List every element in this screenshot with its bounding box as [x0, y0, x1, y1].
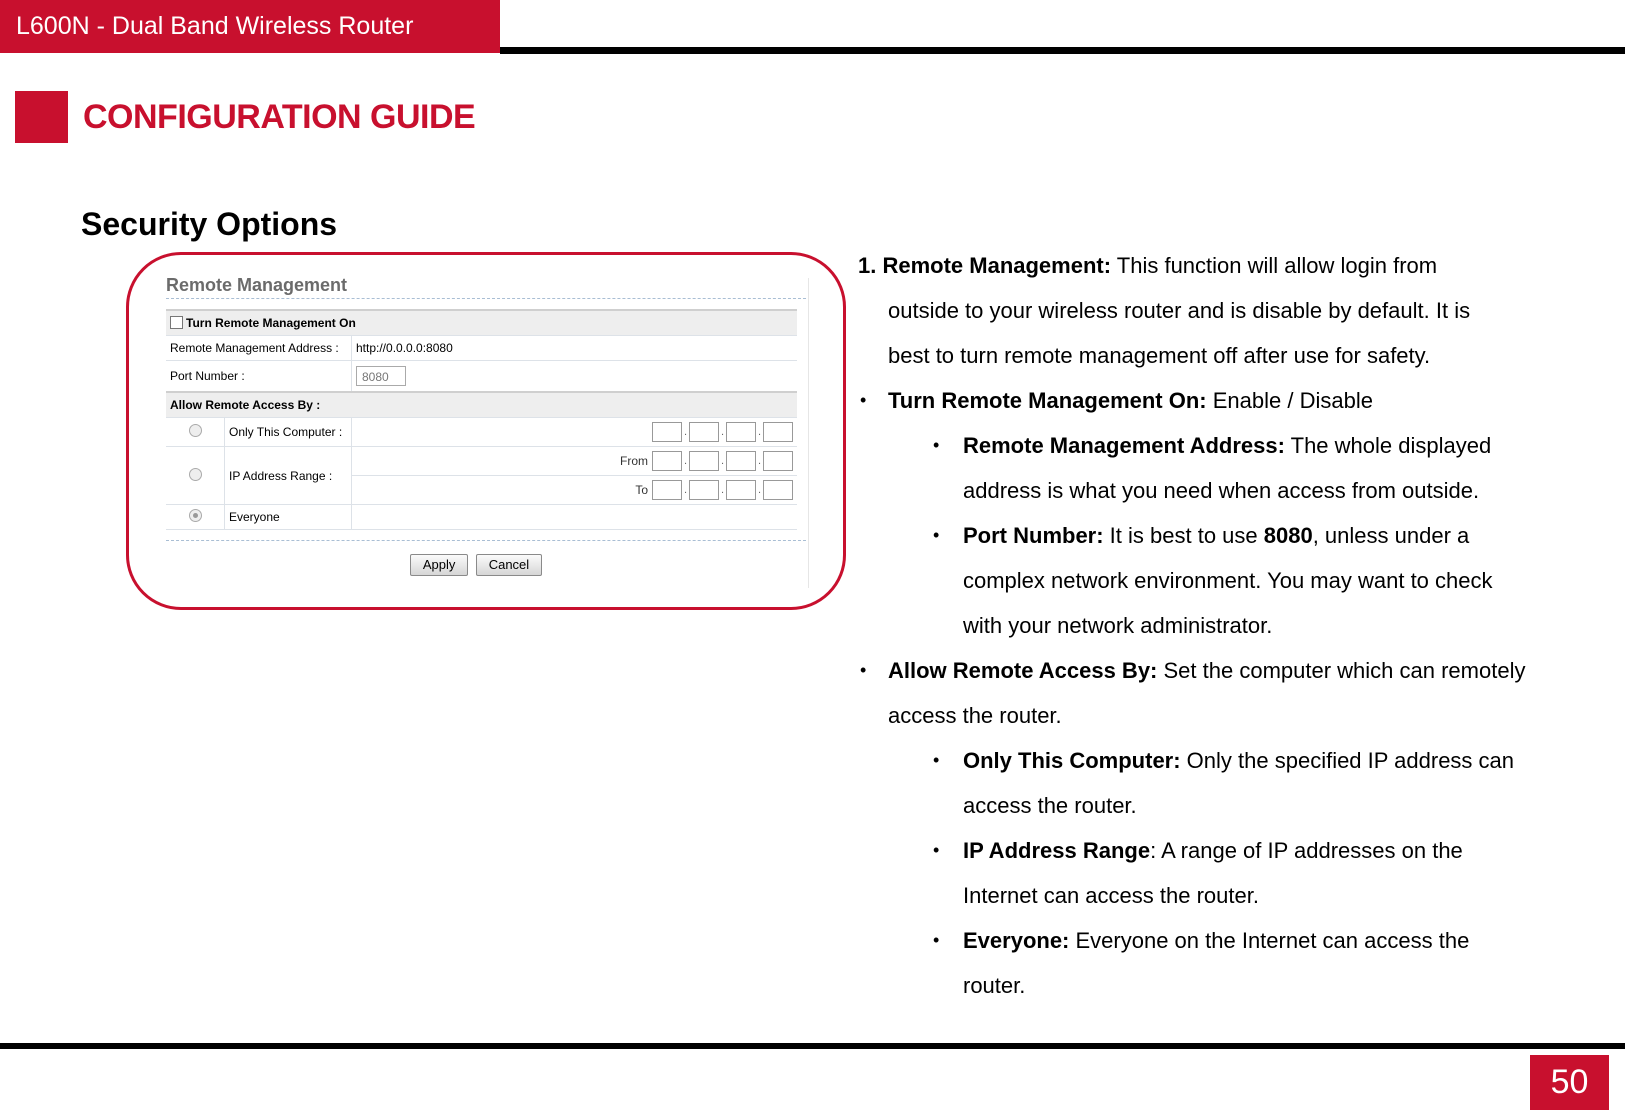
text-line: outside to your wireless router and is disable by default. It is — [888, 298, 1471, 323]
item-heading: Only This Computer: — [963, 748, 1181, 773]
ip-octet-input[interactable] — [689, 480, 719, 500]
item-text: It is best to use — [1103, 523, 1264, 548]
only-this-label: Only This Computer : — [225, 418, 352, 447]
ip-range-radio[interactable] — [189, 468, 202, 481]
table-row — [166, 336, 797, 361]
list-item: • Port Number: It is best to use 8080, unless under a — [933, 523, 1470, 548]
ip-range-label: IP Address Range : — [225, 447, 352, 505]
dotted-divider — [166, 540, 806, 541]
page-number: 50 — [1530, 1055, 1609, 1110]
only-this-radio[interactable] — [189, 424, 202, 437]
list-item: • Only This Computer: Only the specified IP address can — [933, 748, 1515, 773]
text-line: best to turn remote management off after use for safety. — [888, 343, 1431, 368]
table-row — [166, 418, 797, 447]
item-heading: Allow Remote Access By: — [888, 658, 1158, 683]
ip-octet-input[interactable] — [726, 480, 756, 500]
item-text: , unless under a — [1312, 523, 1470, 548]
port-label: Port Number : — [166, 361, 352, 393]
section-title: Security Options — [81, 206, 338, 242]
item-text: The whole displayed — [1284, 433, 1492, 458]
remote-management-heading: 1. Remote Management: — [858, 253, 1112, 278]
screenshot-edge — [808, 278, 809, 588]
address-value: http://0.0.0.0:8080 — [352, 336, 798, 361]
text-line: complex network environment. You may want to check — [963, 568, 1493, 593]
to-ip-fields: To . . . — [352, 476, 798, 505]
ip-octet-input[interactable] — [652, 480, 682, 500]
item-text: Only the specified IP address can — [1180, 748, 1515, 773]
list-item: • Turn Remote Management On: Enable / Disable — [860, 388, 1373, 413]
text-line: router. — [963, 973, 1026, 998]
item-heading: IP Address Range — [963, 838, 1151, 863]
text-line: This function will allow login from — [1111, 253, 1438, 278]
from-ip-fields: From . . . — [352, 447, 798, 476]
ip-octet-input[interactable] — [652, 451, 682, 471]
turn-on-label: Turn Remote Management On — [186, 316, 356, 330]
item-text: Enable / Disable — [1206, 388, 1373, 413]
apply-button[interactable]: Apply — [410, 554, 469, 576]
list-item: • Everyone: Everyone on the Internet can access the — [933, 928, 1470, 953]
description-column — [860, 243, 1560, 1008]
ip-octet-input[interactable] — [763, 422, 793, 442]
allow-label: Allow Remote Access By : — [166, 392, 797, 418]
table-row — [166, 361, 797, 393]
dotted-divider — [166, 298, 806, 299]
table-row — [166, 505, 797, 530]
list-item: • Allow Remote Access By: Set the computer which can remotely — [860, 658, 1526, 683]
item-heading: Everyone: — [963, 928, 1070, 953]
footer-rule — [0, 1043, 1625, 1049]
item-heading: Port Number: — [963, 523, 1104, 548]
everyone-radio[interactable] — [189, 509, 202, 522]
text-line: address is what you need when access from outside. — [963, 478, 1480, 503]
button-row — [166, 554, 806, 576]
from-label: From — [620, 454, 648, 468]
text-line: access the router. — [888, 703, 1062, 728]
ip-octet-input[interactable] — [763, 480, 793, 500]
list-item: • Remote Management Address: The whole displayed — [933, 433, 1492, 458]
text-line: with your network administrator. — [963, 613, 1273, 638]
turn-on-checkbox[interactable] — [170, 316, 183, 329]
port-input[interactable]: 8080 — [356, 366, 406, 386]
table-row — [166, 392, 797, 418]
remote-management-panel — [166, 272, 806, 576]
panel-title: Remote Management — [166, 275, 348, 295]
list-item: • IP Address Range: A range of IP addresses on the — [933, 838, 1463, 863]
table-row — [166, 310, 797, 336]
text-line: access the router. — [963, 793, 1137, 818]
everyone-label: Everyone — [225, 505, 352, 530]
table-row — [166, 447, 797, 476]
text-line: Internet can access the router. — [963, 883, 1259, 908]
cancel-button[interactable]: Cancel — [476, 554, 542, 576]
ip-octet-input[interactable] — [726, 451, 756, 471]
item-heading: Remote Management Address: — [963, 433, 1285, 458]
remote-management-paragraph — [858, 243, 1560, 288]
guide-marker — [15, 91, 68, 143]
item-text: : A range of IP addresses on the — [1150, 838, 1463, 863]
guide-title: CONFIGURATION GUIDE — [83, 98, 476, 136]
ip-octet-input[interactable] — [652, 422, 682, 442]
settings-table — [166, 309, 797, 530]
address-label: Remote Management Address : — [166, 336, 352, 361]
to-label: To — [635, 483, 648, 497]
item-heading: Turn Remote Management On: — [888, 388, 1207, 413]
document-header-title: L600N - Dual Band Wireless Router — [0, 0, 500, 53]
ip-octet-input[interactable] — [726, 422, 756, 442]
ip-octet-input[interactable] — [689, 422, 719, 442]
item-text: Set the computer which can remotely — [1157, 658, 1526, 683]
only-this-ip-fields: . . . — [352, 418, 798, 447]
header-rule — [500, 47, 1625, 54]
port-emphasis: 8080 — [1263, 523, 1313, 548]
ip-octet-input[interactable] — [763, 451, 793, 471]
item-text: Everyone on the Internet can access the — [1069, 928, 1470, 953]
ip-octet-input[interactable] — [689, 451, 719, 471]
